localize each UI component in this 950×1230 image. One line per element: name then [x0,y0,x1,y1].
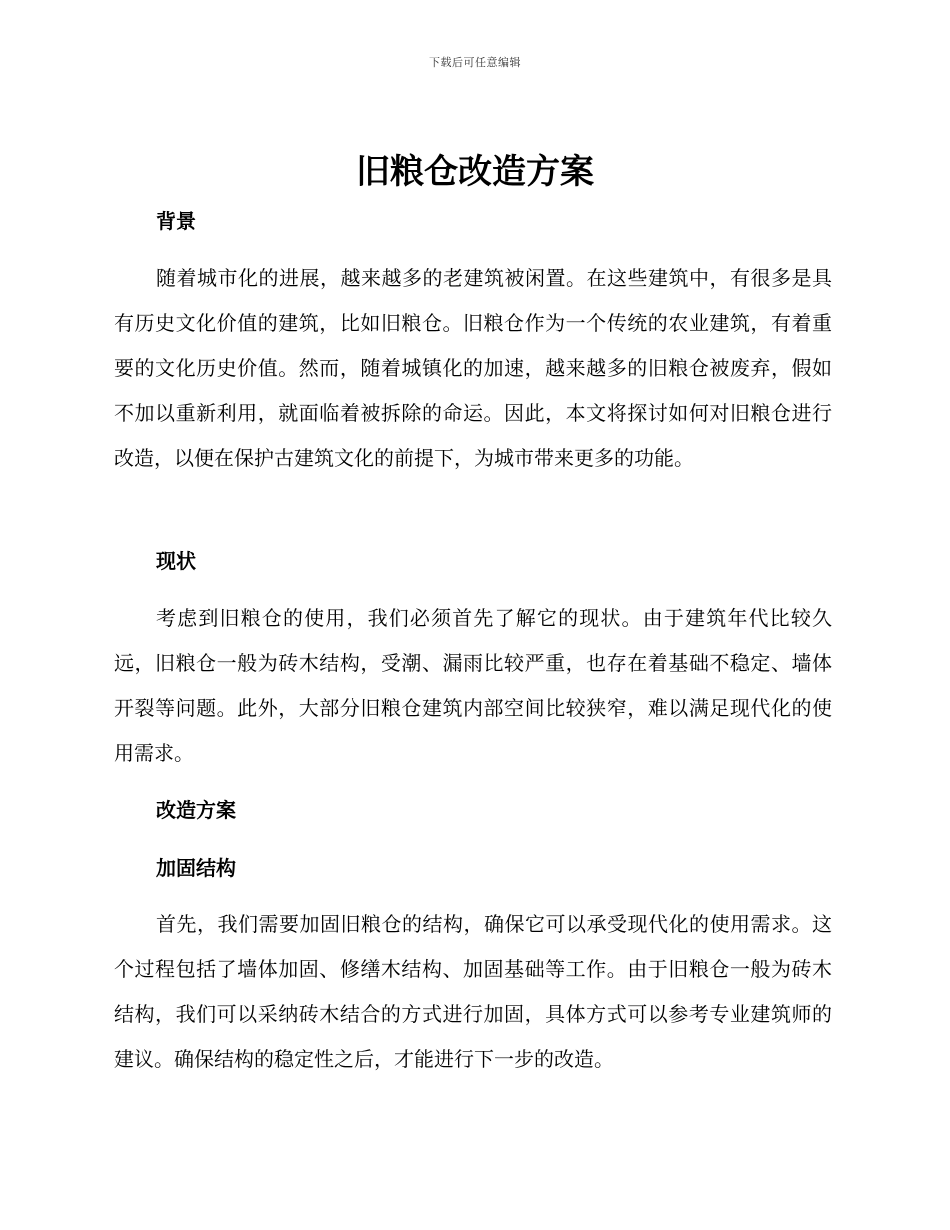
page-header-note: 下载后可任意编辑 [429,56,521,69]
section-paragraph-reinforce-structure: 首先，我们需要加固旧粮仓的结构，确保它可以承受现代化的使用需求。这个过程包括了墙体加固、修缮木结构、加固基础等工作。由于旧粮仓一般为砖木结构，我们可以采纳砖木结合的方式进行加固，具体方式可以参考专业建筑师的建议。确保结构的稳定性之后，才能进行下一步的改造。 [114,912,832,1071]
section-paragraph-background: 随着城市化的进展，越来越多的老建筑被闲置。在这些建筑中，有很多是具有历史文化价值的建筑，比如旧粮仓。旧粮仓作为一个传统的农业建筑，有着重要的文化历史价值。然而，随着城镇化的加速，越来越多的旧粮仓被废弃，假如不加以重新利用，就面临着被拆除的命运。因此，本文将探讨如何对旧粮仓进行改造，以便在保护古建筑文化的前提下，为城市带来更多的功能。 [114,266,832,470]
section-heading-reinforce-structure: 加固结构 [156,856,236,880]
section-paragraph-status: 考虑到旧粮仓的使用，我们必须首先了解它的现状。由于建筑年代比较久远，旧粮仓一般为砖木结构，受潮、漏雨比较严重，也存在着基础不稳定、墙体开裂等问题。此外，大部分旧粮仓建筑内部空间比较狭窄，难以满足现代化的使用需求。 [114,606,832,765]
section-heading-status: 现状 [156,549,196,573]
section-heading-background: 背景 [156,209,196,233]
document-title: 旧粮仓改造方案 [356,152,594,192]
section-heading-renovation-plan: 改造方案 [156,798,236,822]
